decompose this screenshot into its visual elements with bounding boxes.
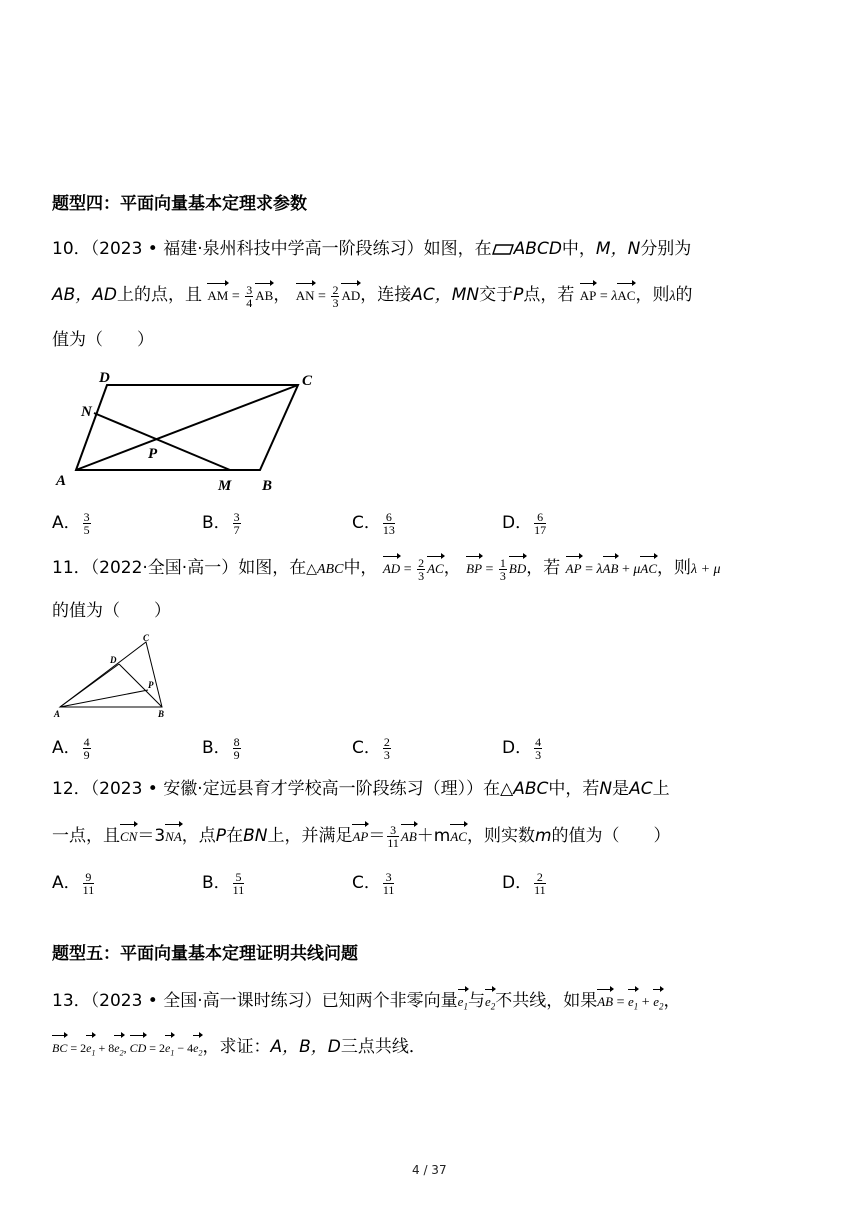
q10-am-eq: AM = $\frac{3}{4}$ AB bbox=[207, 289, 273, 304]
q13-bc-cd-eq: BC = $2e_1 + 8e_2$, CD = $2e_1 - 4e_2$ bbox=[52, 1041, 202, 1055]
q11-option-b[interactable]: B． $\frac{8}{9}$ bbox=[202, 734, 240, 762]
q12-text: 中，若 bbox=[548, 779, 600, 799]
q12-ac: AC bbox=[629, 779, 653, 799]
q10-text: 中， bbox=[561, 239, 596, 259]
q10-option-d[interactable]: D． $\frac{6}{17}$ bbox=[502, 509, 547, 537]
q13-text: ， bbox=[663, 991, 681, 1011]
q12-vec-ap: AP bbox=[352, 822, 368, 848]
q10-text: ，连接 bbox=[360, 285, 412, 305]
q13-text: 与 bbox=[467, 991, 485, 1011]
q12-vec-na: NA bbox=[165, 822, 182, 848]
q12-text: 的值为（ ） bbox=[551, 826, 671, 846]
fig10-label-d: D bbox=[99, 370, 110, 386]
q10-line1 bbox=[52, 238, 691, 260]
q12-eq: ＝3 bbox=[137, 826, 166, 846]
q10-line3: 值为（ ） bbox=[52, 330, 154, 350]
parallelogram-icon bbox=[492, 244, 514, 255]
fig10-label-p: P bbox=[148, 446, 158, 462]
section-title-4: 题型四：平面向量基本定理求参数 bbox=[52, 194, 307, 214]
q12-text: 在△ bbox=[483, 779, 514, 799]
q11-text: ，则 bbox=[657, 558, 691, 578]
fig11-label-b: B bbox=[158, 709, 165, 719]
q12-option-c[interactable]: C． $\frac{3}{11}$ bbox=[352, 869, 395, 897]
q11-text: ，若 bbox=[526, 558, 561, 578]
q10-text: 分别为 bbox=[640, 239, 692, 259]
q12-source: （2023 • 安徽·定远县育才学校高一阶段练习（理）） bbox=[90, 779, 484, 799]
q10-ac-mn: AC，MN bbox=[411, 285, 480, 305]
q12-text: 是 bbox=[612, 779, 630, 799]
q13-text: 不共线，如果 bbox=[495, 991, 598, 1011]
q12-n: N bbox=[599, 779, 613, 799]
q11-number: 11． bbox=[52, 558, 91, 578]
q13-ab-eq: AB = $e_1 + e_2$ bbox=[597, 995, 663, 1010]
q10-shape: ABCD bbox=[513, 239, 562, 259]
q10-option-a[interactable]: A． $\frac{3}{5}$ bbox=[52, 509, 90, 537]
q12-bn: BN bbox=[243, 826, 268, 846]
q11-option-c[interactable]: C． $\frac{2}{3}$ bbox=[352, 734, 390, 762]
fig11-label-a: A bbox=[54, 709, 61, 719]
q12-vec-cn: CN bbox=[120, 822, 137, 848]
q11-ap-eq: AP = λAB + μAC bbox=[566, 562, 657, 577]
q10-text: 交于 bbox=[479, 285, 514, 305]
section-title-5: 题型五：平面向量基本定理证明共线问题 bbox=[52, 944, 358, 964]
q10-source: （2023 • 福建·泉州科技中学高一阶段练习） bbox=[90, 239, 424, 259]
q12-vec-ab: AB bbox=[401, 822, 417, 848]
q10-text: 的 bbox=[675, 285, 693, 305]
q10-option-c[interactable]: C． $\frac{6}{13}$ bbox=[352, 509, 395, 537]
q10-number: 10． bbox=[52, 239, 91, 259]
q11-text: 如图，在 bbox=[238, 558, 307, 578]
q10-p: P bbox=[513, 285, 524, 305]
q13-vec-e2: $e_2$ bbox=[485, 987, 495, 1018]
q12-text: 上，并满足 bbox=[267, 826, 353, 846]
q12-number: 12． bbox=[52, 779, 91, 799]
q10-text: 如图，在 bbox=[423, 239, 492, 259]
q11-ad-eq: AD = $\frac{2}{3}$ AC bbox=[383, 562, 444, 577]
page-number: 4 / 37 bbox=[412, 1163, 447, 1177]
q11-option-a[interactable]: A． $\frac{4}{9}$ bbox=[52, 734, 90, 762]
q10-text: 上的点，且 bbox=[117, 285, 203, 305]
q12-p: P bbox=[215, 826, 227, 846]
q11-line1: 11．（2022·全国·高一）如图，在△ABC中， AD = $\frac{2}{3}$ AC， BP = $\frac{1}{3}$ BD，若 AP = λAB + μAC，则λ + μ bbox=[52, 554, 721, 582]
q12-text: 在 bbox=[226, 826, 244, 846]
q11-bp-eq: BP = $\frac{1}{3}$ BD bbox=[466, 562, 526, 577]
q12-m: m bbox=[534, 826, 552, 846]
fig10-label-m: M bbox=[218, 478, 232, 493]
q10-mn: M，N bbox=[595, 239, 641, 259]
q10-option-b[interactable]: B． $\frac{3}{7}$ bbox=[202, 509, 240, 537]
q13-number: 13． bbox=[52, 991, 91, 1011]
q10-text: ，则 bbox=[635, 285, 670, 305]
q10-line2: AB，AD上的点，且 AM = $\frac{3}{4}$ AB， AN = $\frac{2}{3}$ AD，连接AC，MN交于P点，若 AP = λAC，则λ的 bbox=[52, 281, 693, 309]
q12-option-b[interactable]: B． $\frac{5}{11}$ bbox=[202, 869, 245, 897]
fig11-label-d: D bbox=[110, 655, 117, 665]
fig10-label-c: C bbox=[302, 373, 313, 389]
fig10-label-a: A bbox=[56, 473, 67, 489]
q13-source: （2023 • 全国·高一课时练习） bbox=[90, 991, 322, 1011]
q12-vec-ac: AC bbox=[450, 822, 467, 848]
q12-option-a[interactable]: A． $\frac{9}{11}$ bbox=[52, 869, 95, 897]
fig11-label-c: C bbox=[143, 633, 150, 643]
q11-lambda-mu: λ + μ bbox=[691, 562, 721, 577]
q12-line1 bbox=[52, 778, 670, 800]
q13-text: 三点共线． bbox=[340, 1037, 426, 1057]
q11-option-d[interactable]: D． $\frac{4}{3}$ bbox=[502, 734, 542, 762]
q13-text: 已知两个非零向量 bbox=[321, 991, 458, 1011]
q10-an-eq: AN = $\frac{2}{3}$ AD bbox=[296, 289, 360, 304]
q12-text: ，点 bbox=[181, 826, 216, 846]
q10-text: 点，若 bbox=[523, 285, 575, 305]
q13-vec-e1: $e_1$ bbox=[458, 987, 468, 1018]
q12-text: ，则实数 bbox=[466, 826, 535, 846]
q12-plus-m: ＋m bbox=[416, 826, 451, 846]
q11-source: （2022·全国·高一） bbox=[90, 558, 239, 578]
q13-line1 bbox=[52, 987, 680, 1018]
q12-option-d[interactable]: D． $\frac{2}{11}$ bbox=[502, 869, 546, 897]
q10-ap-eq: AP = λAC bbox=[580, 289, 636, 304]
q12-line2: 一点，且CN＝3NA，点P在BN上，并满足AP＝ $\frac{3}{11}$ AB＋mAC，则实数m的值为（ ） bbox=[52, 822, 671, 850]
q12-text: 上 bbox=[652, 779, 670, 799]
q11-triangle: △ABC bbox=[306, 562, 344, 577]
q12-text: 一点，且 bbox=[52, 826, 120, 846]
q13-points: A，B，D bbox=[270, 1037, 341, 1057]
q10-ab-ad: AB，AD bbox=[52, 285, 118, 305]
q12-abc: ABC bbox=[513, 779, 549, 799]
q11-line2: 的值为（ ） bbox=[52, 601, 171, 621]
q11-text: 中， bbox=[343, 558, 378, 578]
q10-lambda: λ bbox=[669, 289, 676, 304]
q13-text: ，求证： bbox=[202, 1037, 271, 1057]
fig10-label-b: B bbox=[262, 478, 273, 493]
fig10-label-n: N bbox=[81, 404, 92, 420]
q10-parallelogram-figure bbox=[50, 368, 330, 493]
q11-triangle-figure bbox=[52, 632, 182, 722]
fig11-label-p: P bbox=[148, 680, 154, 690]
q13-line2 bbox=[52, 1033, 426, 1064]
